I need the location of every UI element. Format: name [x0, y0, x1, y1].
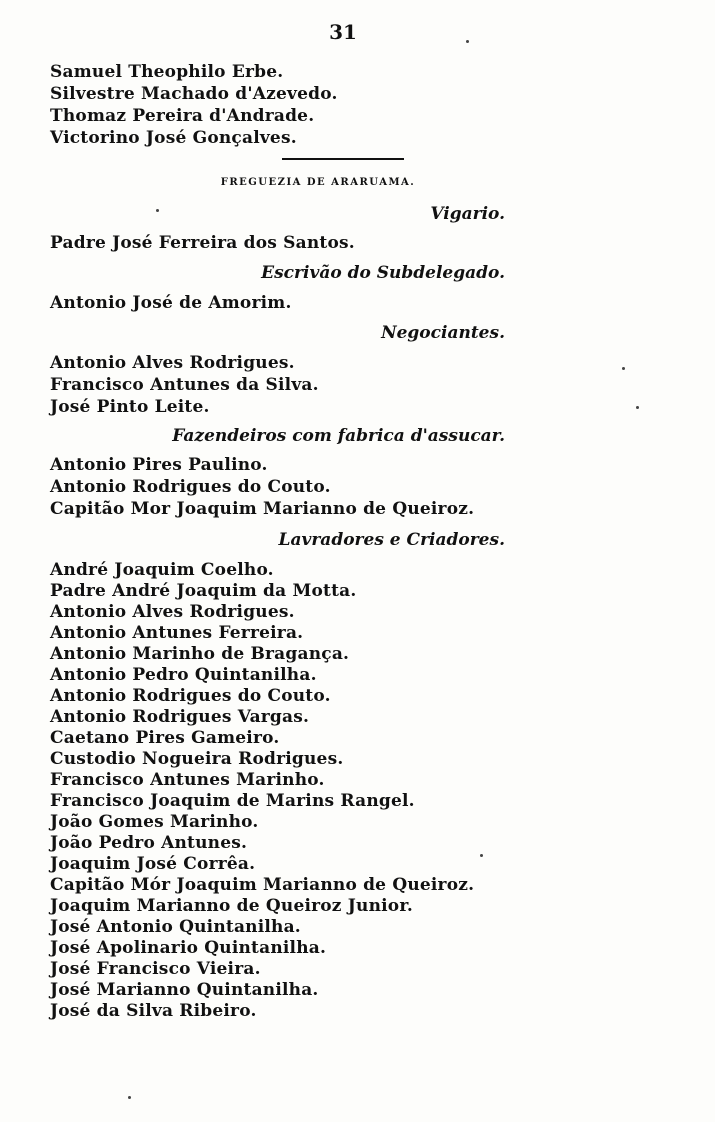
name-line: Padre José Ferreira dos Santos. — [50, 233, 355, 253]
section-heading-fazendeiros: Fazendeiros com fabrica d'assucar. — [172, 426, 505, 446]
name-line: José Antonio Quintanilha. — [50, 917, 301, 937]
name-line: Capitão Mor Joaquim Marianno de Queiroz. — [50, 499, 475, 519]
name-line: Antonio Alves Rodrigues. — [50, 602, 295, 622]
name-line: João Gomes Marinho. — [50, 812, 259, 832]
scan-speck — [128, 1096, 131, 1099]
page-number: 31 — [329, 20, 357, 44]
name-line: André Joaquim Coelho. — [50, 560, 274, 580]
name-line: Antonio Rodrigues do Couto. — [50, 686, 331, 706]
scan-speck — [622, 367, 625, 370]
name-line: Antonio Marinho de Bragança. — [50, 644, 350, 664]
name-line: João Pedro Antunes. — [50, 833, 248, 853]
name-line: Thomaz Pereira d'Andrade. — [50, 106, 315, 126]
name-line: Samuel Theophilo Erbe. — [50, 62, 284, 82]
scan-speck — [480, 854, 483, 857]
name-line: Joaquim José Corrêa. — [50, 854, 256, 874]
name-line: Francisco Antunes da Silva. — [50, 375, 319, 395]
name-line: Antonio Pires Paulino. — [50, 455, 268, 475]
section-heading-negociantes: Negociantes. — [381, 323, 505, 343]
name-line: Francisco Antunes Marinho. — [50, 770, 325, 790]
name-line: Capitão Mór Joaquim Marianno de Queiroz. — [50, 875, 475, 895]
name-line: Padre André Joaquim da Motta. — [50, 581, 357, 601]
name-line: Francisco Joaquim de Marins Rangel. — [50, 791, 415, 811]
name-line: José Marianno Quintanilha. — [50, 980, 319, 1000]
name-line: Caetano Pires Gameiro. — [50, 728, 280, 748]
name-line: Victorino José Gonçalves. — [50, 128, 297, 148]
name-line: José Apolinario Quintanilha. — [50, 938, 327, 958]
name-line: Antonio Rodrigues do Couto. — [50, 477, 331, 497]
name-line: Antonio José de Amorim. — [50, 293, 292, 313]
section-divider — [282, 158, 404, 160]
name-line: Antonio Antunes Ferreira. — [50, 623, 304, 643]
scan-speck — [636, 406, 639, 409]
parish-title: FREGUEZIA DE ARARUAMA. — [220, 177, 416, 188]
scan-speck — [156, 209, 159, 212]
name-line: José Pinto Leite. — [50, 397, 210, 417]
name-line: Antonio Rodrigues Vargas. — [50, 707, 310, 727]
name-line: Antonio Pedro Quintanilha. — [50, 665, 317, 685]
section-heading-vigario: Vigario. — [430, 204, 505, 224]
name-line: Silvestre Machado d'Azevedo. — [50, 84, 338, 104]
section-heading-escrivao: Escrivão do Subdelegado. — [261, 263, 505, 283]
name-line: José Francisco Vieira. — [50, 959, 261, 979]
section-heading-lavradores: Lavradores e Criadores. — [278, 530, 505, 550]
name-line: Custodio Nogueira Rodrigues. — [50, 749, 344, 769]
name-line: Joaquim Marianno de Queiroz Junior. — [50, 896, 414, 916]
name-line: José da Silva Ribeiro. — [50, 1001, 257, 1021]
name-line: Antonio Alves Rodrigues. — [50, 353, 295, 373]
scan-speck — [466, 40, 469, 43]
